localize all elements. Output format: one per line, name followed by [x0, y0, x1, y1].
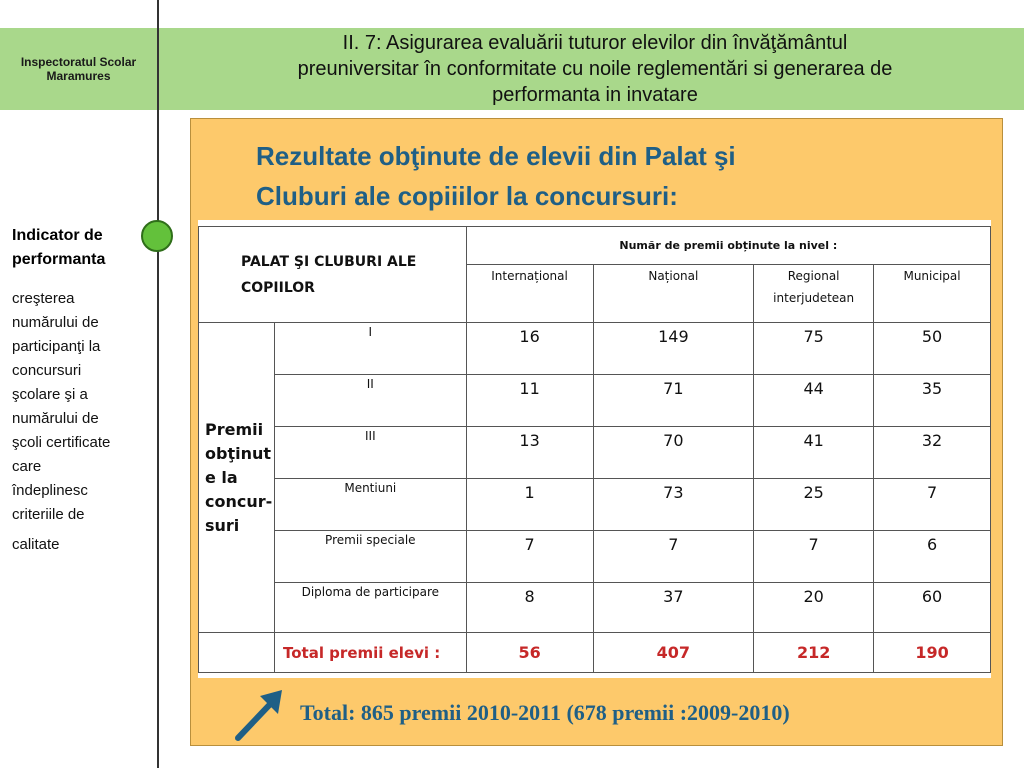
- cell-value: 1: [466, 479, 593, 531]
- cell-value: 32: [874, 427, 991, 479]
- total-empty-cell: [199, 633, 275, 673]
- cell-value: 7: [466, 531, 593, 583]
- indicator-line: îndeplinesc: [12, 482, 88, 499]
- cell-value: 25: [754, 479, 874, 531]
- side-label-line: obţinut: [205, 443, 272, 463]
- cell-value: 7: [754, 531, 874, 583]
- slide-title: [180, 30, 1010, 108]
- row-label: Mentiuni: [274, 479, 466, 531]
- col-header-international: Internațional: [466, 265, 593, 323]
- vertical-divider: [157, 0, 159, 768]
- side-label-line: suri: [205, 515, 240, 535]
- row-label: III: [274, 427, 466, 479]
- total-value: 407: [593, 633, 754, 673]
- cell-value: 13: [466, 427, 593, 479]
- cell-value: 44: [754, 375, 874, 427]
- organization-logo-text: [0, 28, 157, 110]
- cell-value: 50: [874, 323, 991, 375]
- prizes-table: [198, 226, 991, 673]
- cell-value: 70: [593, 427, 754, 479]
- table-total-row: [199, 633, 991, 673]
- indicator-line: numărului de: [12, 314, 99, 331]
- total-summary-note: Total: 865 premii 2010-2011 (678 premii :2009-2010): [300, 700, 790, 725]
- indicator-heading-line1: Indicator de: [12, 227, 103, 244]
- table-header-row: [199, 227, 991, 265]
- table-row: [199, 323, 991, 375]
- row-label: I: [274, 323, 466, 375]
- indicator-line: concursuri: [12, 362, 82, 379]
- cell-value: 16: [466, 323, 593, 375]
- table-row: [199, 375, 991, 427]
- row-label: II: [274, 375, 466, 427]
- table-row: [199, 583, 991, 633]
- indicator-line: care: [12, 458, 42, 475]
- org-header-line1: PALAT ŞI CLUBURI ALE: [241, 253, 417, 270]
- panel-title: [256, 136, 976, 216]
- green-bullet-dot: [141, 220, 173, 252]
- panel-title-line1: Rezultate obţinute de elevii din Palat şi: [256, 141, 736, 171]
- slide-title-line3: performanta in invatare: [492, 84, 698, 106]
- indicator-line: şcoli certificate: [12, 434, 111, 451]
- side-label-line: e la: [205, 467, 238, 487]
- cell-value: 20: [754, 583, 874, 633]
- cell-value: 11: [466, 375, 593, 427]
- prizes-table-container: [198, 220, 991, 678]
- cell-value: 41: [754, 427, 874, 479]
- row-label: Premii speciale: [274, 531, 466, 583]
- total-value: 190: [874, 633, 991, 673]
- org-header-cell: [199, 227, 467, 323]
- indicator-line: numărului de: [12, 410, 99, 427]
- indicator-line: criteriile de: [12, 506, 85, 523]
- col-header-national: Național: [593, 265, 754, 323]
- indicator-heading: [12, 224, 105, 272]
- table-row: [199, 531, 991, 583]
- indicator-line-last: calitate: [12, 536, 60, 553]
- col-header-regional-line1: Regional: [787, 269, 840, 283]
- cell-value: 8: [466, 583, 593, 633]
- cell-value: 35: [874, 375, 991, 427]
- side-label-line: concur-: [205, 491, 273, 511]
- row-label: Diploma de participare: [274, 583, 466, 633]
- org-name-line2: Maramures: [46, 69, 111, 83]
- indicator-description: [12, 287, 150, 557]
- cell-value: 6: [874, 531, 991, 583]
- table-row: [199, 427, 991, 479]
- cell-value: 149: [593, 323, 754, 375]
- cell-value: 75: [754, 323, 874, 375]
- col-header-municipal: Municipal: [874, 265, 991, 323]
- indicator-line: şcolare şi a: [12, 386, 88, 403]
- org-header-line2: COPIILOR: [241, 279, 315, 296]
- cell-value: 7: [593, 531, 754, 583]
- cell-value: 7: [874, 479, 991, 531]
- col-header-regional-line2: interjudetean: [773, 291, 855, 305]
- indicator-line: participanţi la: [12, 338, 101, 355]
- indicator-line: creşterea: [12, 290, 75, 307]
- table-row: [199, 479, 991, 531]
- cell-value: 37: [593, 583, 754, 633]
- premii-side-label: [199, 323, 275, 633]
- indicator-heading-line2: performanta: [12, 251, 106, 268]
- total-value: 56: [466, 633, 593, 673]
- slide-title-line2: preuniversitar în conformitate cu noile reglementări si generarea de: [297, 58, 893, 80]
- arrow-up-right-icon: [232, 684, 288, 744]
- side-label-line: Premii: [205, 419, 264, 439]
- col-header-regional: [754, 265, 874, 323]
- total-value: 212: [754, 633, 874, 673]
- cell-value: 73: [593, 479, 754, 531]
- prizes-level-header: Număr de premii obținute la nivel :: [466, 227, 990, 265]
- org-name-line1: Inspectoratul Scolar: [20, 55, 137, 69]
- cell-value: 60: [874, 583, 991, 633]
- cell-value: 71: [593, 375, 754, 427]
- slide-title-line1: II. 7: Asigurarea evaluării tuturor elevilor din învăţământul: [342, 32, 848, 54]
- total-label: Total premii elevi :: [274, 633, 466, 673]
- panel-title-line2: Cluburi ale copiiilor la concursuri:: [256, 181, 678, 211]
